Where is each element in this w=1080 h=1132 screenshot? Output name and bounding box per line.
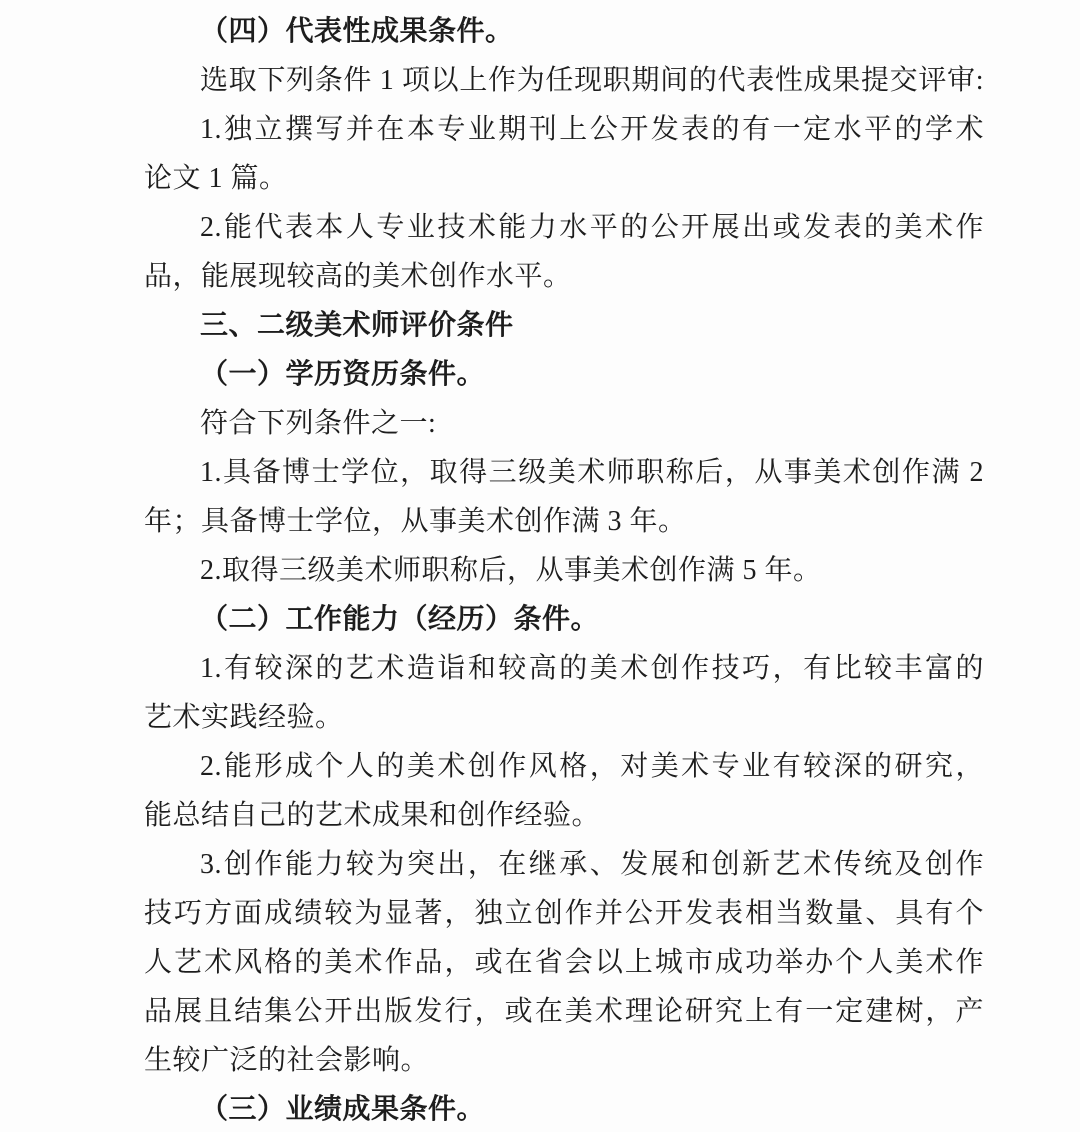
paragraph-line: 品展且结集公开出版发行，或在美术理论研究上有一定建树，产	[144, 996, 984, 1027]
subsection-heading-education-seniority: （一）学历资历条件。	[200, 359, 486, 390]
paragraph-line: 1.有较深的艺术造诣和较高的美术创作技巧，有比较丰富的	[200, 653, 984, 684]
paragraph-line: 2.能代表本人专业技术能力水平的公开展出或发表的美术作	[200, 212, 984, 243]
subsection-heading-work-ability: （二）工作能力（经历）条件。	[200, 604, 600, 635]
subsection-heading-performance-achievements: （三）业绩成果条件。	[200, 1094, 486, 1125]
paragraph-line: 年；具备博士学位，从事美术创作满 3 年。	[144, 506, 687, 537]
paragraph-line: 生较广泛的社会影响。	[144, 1045, 430, 1076]
section-heading-level2-artist: 三、二级美术师评价条件	[200, 310, 514, 341]
subsection-heading-representative-achievements: （四）代表性成果条件。	[200, 16, 514, 47]
paragraph-line: 艺术实践经验。	[144, 702, 344, 733]
paragraph-line: 2.取得三级美术师职称后，从事美术创作满 5 年。	[200, 555, 822, 586]
paragraph-line: 2.能形成个人的美术创作风格，对美术专业有较深的研究，	[200, 751, 984, 782]
paragraph-line: 选取下列条件 1 项以上作为任现职期间的代表性成果提交评审:	[200, 65, 984, 96]
paragraph-line: 1.独立撰写并在本专业期刊上公开发表的有一定水平的学术	[200, 114, 984, 145]
paragraph-line: 品，能展现较高的美术创作水平。	[144, 261, 572, 292]
paragraph-line: 1.具备博士学位，取得三级美术师职称后，从事美术创作满 2	[200, 457, 984, 488]
paragraph-line: 技巧方面成绩较为显著，独立创作并公开发表相当数量、具有个	[144, 898, 984, 929]
paragraph-line: 人艺术风格的美术作品，或在省会以上城市成功举办个人美术作	[144, 947, 984, 978]
paragraph-line: 3.创作能力较为突出，在继承、发展和创新艺术传统及创作	[200, 849, 984, 880]
paragraph-line: 符合下列条件之一:	[200, 408, 437, 439]
paragraph-line: 能总结自己的艺术成果和创作经验。	[144, 800, 601, 831]
paragraph-line: 论文 1 篇。	[144, 163, 288, 194]
